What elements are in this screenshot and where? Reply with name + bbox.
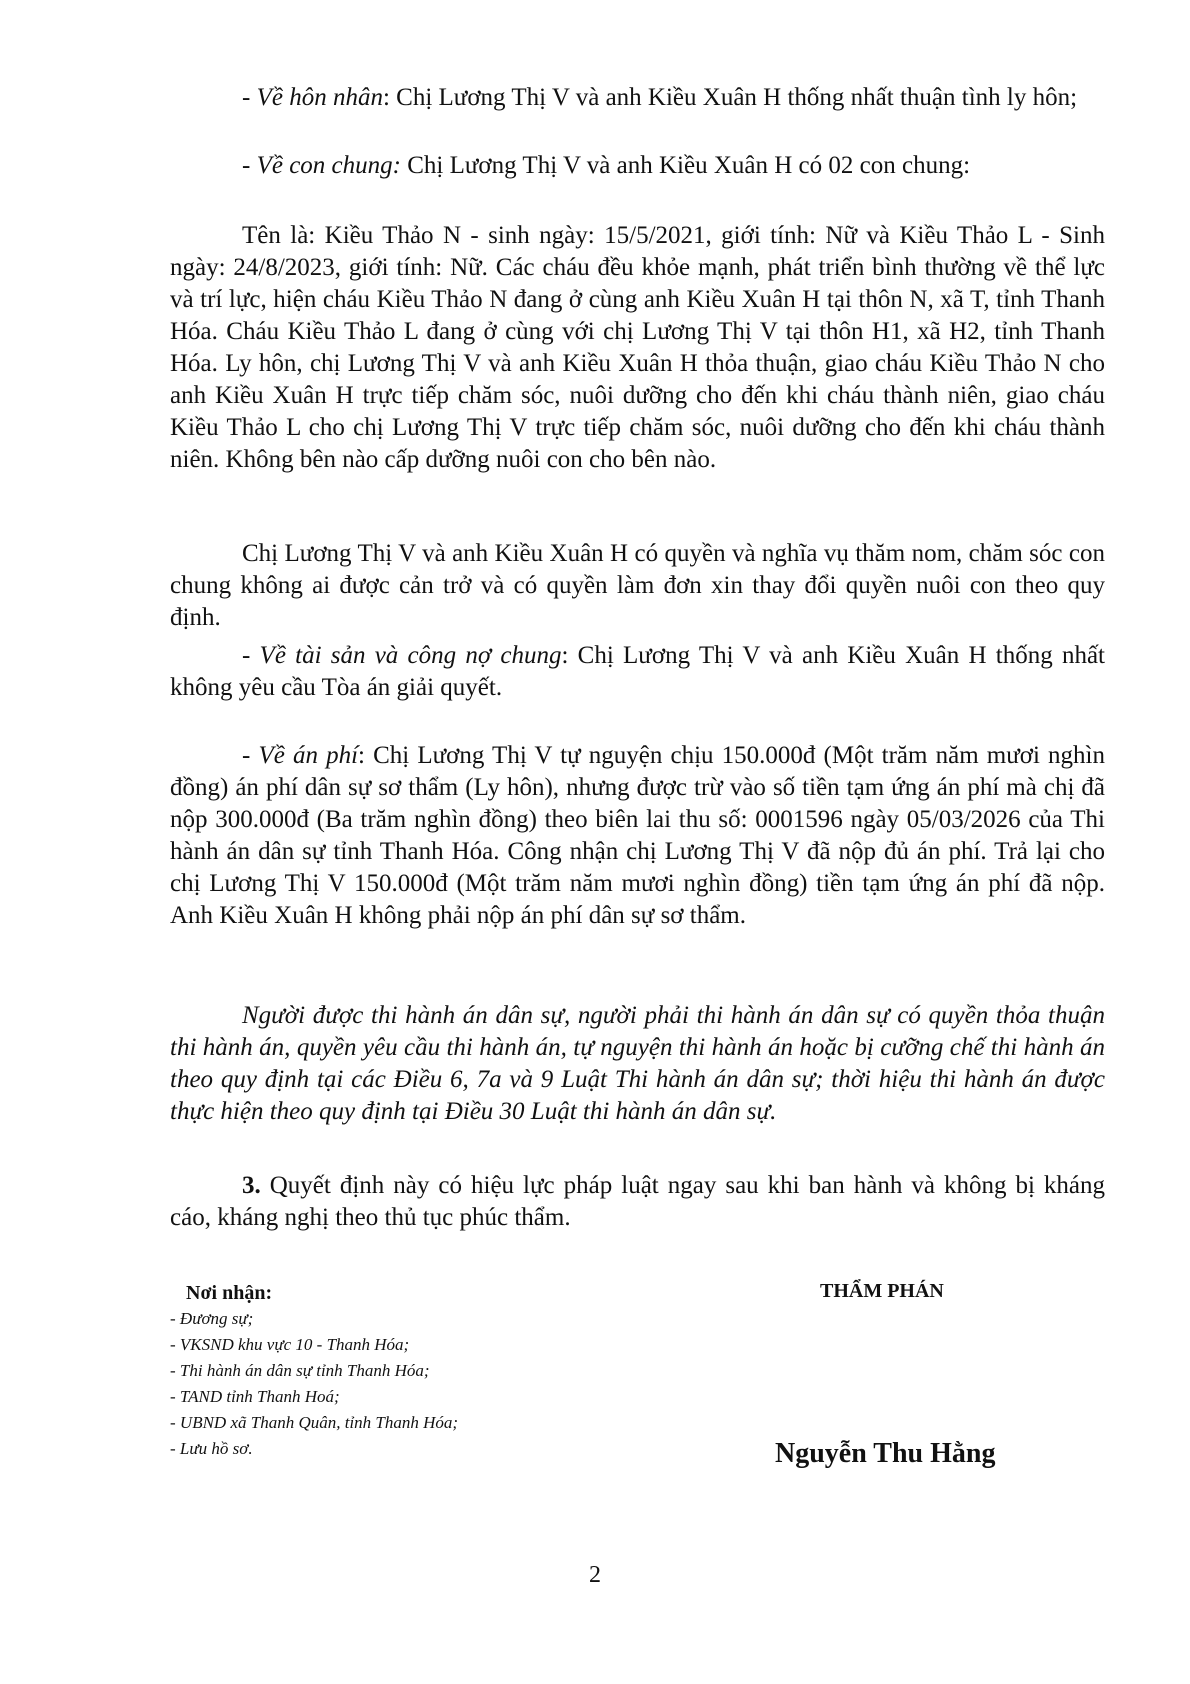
recipient-item: - Thi hành án dân sự tỉnh Thanh Hóa; — [170, 1361, 430, 1380]
paragraph-property-label: - Về tài sản và công nợ chung — [242, 642, 562, 669]
paragraph-property — [170, 640, 1105, 704]
recipient-item: - UBND xã Thanh Quân, tỉnh Thanh Hóa; — [170, 1413, 459, 1432]
paragraph-property-text: : Chị Lương Thị V và anh Kiều Xuân H thống nhất không yêu cầu Tòa án giải quyết. — [170, 642, 1105, 701]
paragraph-marriage — [170, 82, 1105, 114]
paragraph-children-label: - Về con chung: — [242, 152, 401, 179]
paragraph-court-fee — [170, 740, 1105, 932]
page-number: 2 — [589, 1562, 601, 1588]
recipient-item: - Đương sự; — [170, 1309, 254, 1328]
paragraph-court-fee-label: - Về án phí — [242, 742, 359, 769]
paragraph-children — [170, 150, 1105, 182]
judge-title: THẨM PHÁN — [820, 1280, 944, 1302]
paragraph-effect-text: Quyết định này có hiệu lực pháp luật ngay sau khi ban hành và không bị kháng cáo, kháng nghị theo thủ tục phúc thẩm. — [170, 1172, 1105, 1231]
paragraph-court-fee-text: : Chị Lương Thị V tự nguyện chịu 150.000đ (Một trăm năm mươi nghìn đồng) án phí dân sự sơ thẩm (Ly hôn), nhưng được trừ vào số tiền tạm ứng án phí mà chị đã nộp 300.000đ (Ba trăm nghìn đồng) theo biên lai thu số: 0001596 ngày 05/03/2026 của Thi hành án dân sự tỉnh Thanh Hóa. Công nhận chị Lương Thị V đã nộp đủ án phí. Trả lại cho chị Lương Thị V 150.000đ (Một trăm năm mươi nghìn đồng) tiền tạm ứng án phí đã nộp. Anh Kiều Xuân H không phải nộp án phí dân sự sơ thẩm. — [170, 742, 1105, 929]
judge-name: Nguyễn Thu Hằng — [775, 1438, 996, 1469]
paragraph-enforcement-text: Người được thi hành án dân sự, người phải thi hành án dân sự có quyền thỏa thuận thi hành án, quyền yêu cầu thi hành án, tự nguyện thi hành án hoặc bị cưỡng chế thi hành án theo quy định tại các Điều 6, 7a và 9 Luật Thi hành án dân sự; thời hiệu thi hành án được thực hiện theo quy định tại Điều 30 Luật thi hành án dân sự. — [170, 1002, 1105, 1125]
paragraph-effect — [170, 1170, 1105, 1234]
recipients-list — [170, 1306, 670, 1462]
recipients-block — [170, 1280, 670, 1462]
paragraph-marriage-label: - Về hôn nhân — [242, 84, 383, 111]
recipient-item: - TAND tỉnh Thanh Hoá; — [170, 1387, 340, 1406]
paragraph-marriage-text: : Chị Lương Thị V và anh Kiều Xuân H thống nhất thuận tình ly hôn; — [382, 84, 1078, 111]
recipient-item: - VKSND khu vực 10 - Thanh Hóa; — [170, 1335, 410, 1354]
recipients-title: Nơi nhận: — [186, 1282, 273, 1304]
paragraph-children-detail: Tên là: Kiều Thảo N - sinh ngày: 15/5/2021, giới tính: Nữ và Kiều Thảo L - Sinh ngày: 24/8/2023, giới tính: Nữ. Các cháu đều khỏe mạnh, phát triển bình thường về thể lực và trí lực, hiện cháu Kiều Thảo N đang ở cùng anh Kiều Xuân H tại thôn N, xã T, tỉnh Thanh Hóa. Cháu Kiều Thảo L đang ở cùng với chị Lương Thị V tại thôn H1, xã H2, tỉnh Thanh Hóa. Ly hôn, chị Lương Thị V và anh Kiều Xuân H thỏa thuận, giao cháu Kiều Thảo N cho anh Kiều Xuân H trực tiếp chăm sóc, nuôi dưỡng cho đến khi cháu thành niên, giao cháu Kiều Thảo L cho chị Lương Thị V trực tiếp chăm sóc, nuôi dưỡng cho đến khi cháu thành niên. Không bên nào cấp dưỡng nuôi con cho bên nào. — [170, 222, 1105, 473]
paragraph-effect-number: 3. — [242, 1172, 261, 1199]
recipient-item: - Lưu hồ sơ. — [170, 1439, 253, 1458]
paragraph-visitation: Chị Lương Thị V và anh Kiều Xuân H có quyền và nghĩa vụ thăm nom, chăm sóc con chung không ai được cản trở và có quyền làm đơn xin thay đổi quyền nuôi con theo quy định. — [170, 540, 1105, 631]
paragraph-children-text: Chị Lương Thị V và anh Kiều Xuân H có 02 con chung: — [400, 152, 971, 179]
paragraph-enforcement — [170, 1000, 1105, 1128]
